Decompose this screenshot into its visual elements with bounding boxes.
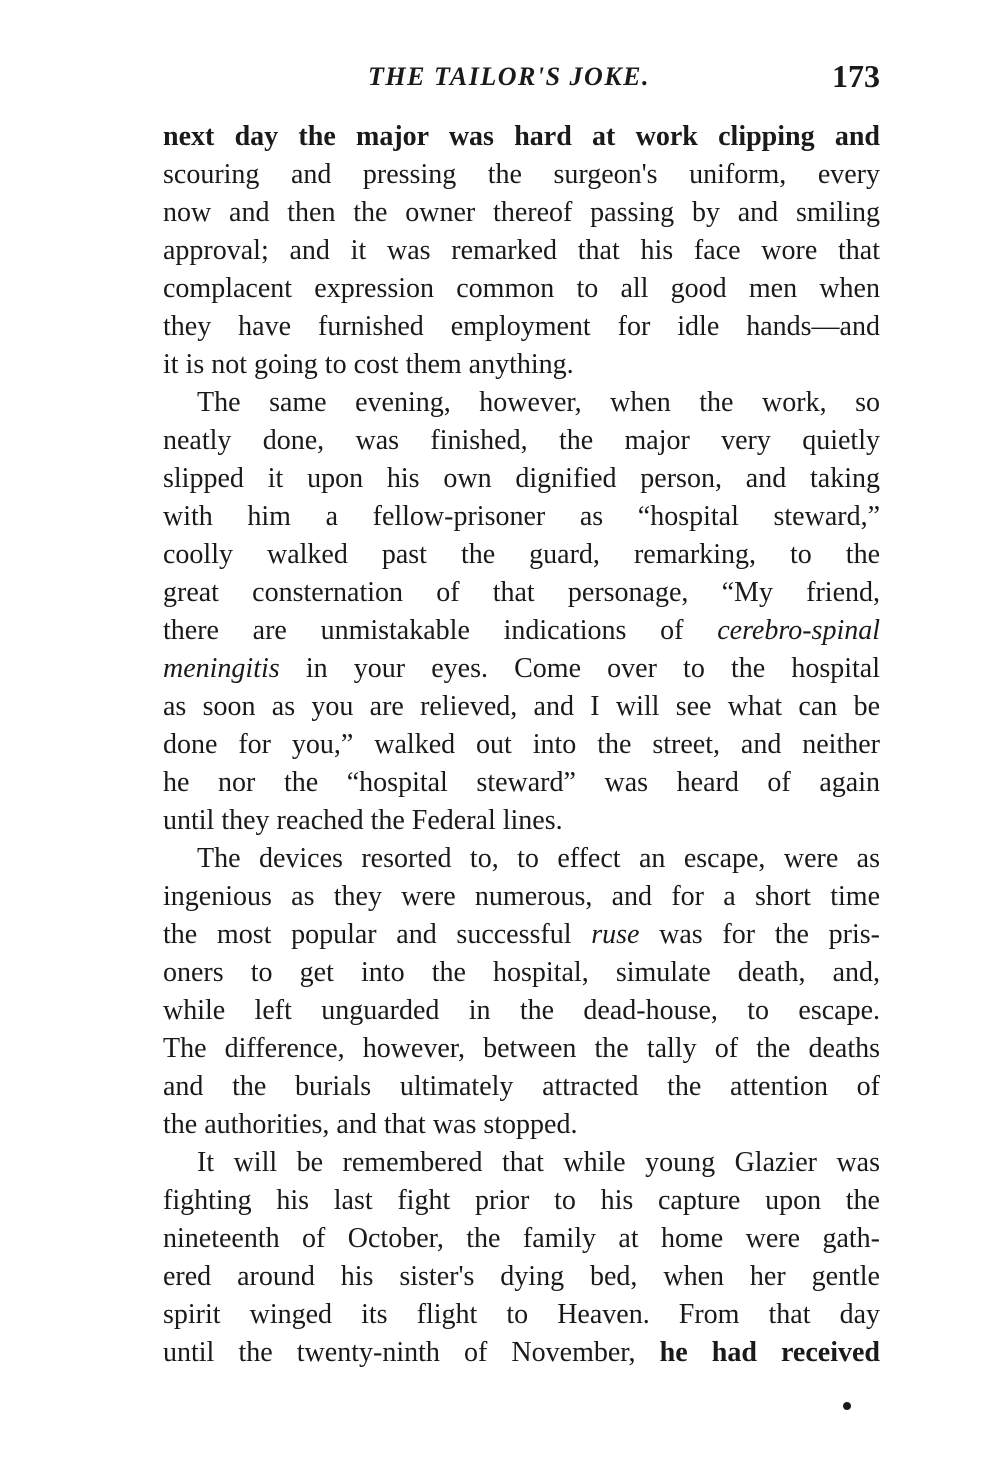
bold-run: he had received: [659, 1337, 880, 1368]
text-line: complacent expression common to all good men when: [163, 273, 880, 304]
text-line: it is not going to cost them anything.: [163, 349, 574, 380]
text-line: It will be remembered that while young Glazier was: [197, 1147, 880, 1178]
text-line: slipped it upon his own dignified person, and taking: [163, 463, 880, 494]
text-line: approval; and it was remarked that his face wore that: [163, 235, 880, 266]
italic-run: ruse: [591, 919, 640, 950]
text-line: as soon as you are relieved, and I will see what can be: [163, 691, 880, 722]
text-line: oners to get into the hospital, simulate death, and,: [163, 957, 880, 988]
italic-run: cerebro-spinal: [717, 615, 880, 646]
italic-run: meningitis: [163, 653, 280, 684]
text-line: [163, 118, 880, 156]
text-line: [163, 1334, 880, 1372]
text-line: and the burials ultimately attracted the attention of: [163, 1071, 880, 1102]
running-title: THE TAILOR'S JOKE.: [368, 62, 650, 91]
text-line: neatly done, was finished, the major very quietly: [163, 425, 880, 456]
text-line: while left unguarded in the dead-house, to escape.: [163, 995, 880, 1026]
text-line: The difference, however, between the tally of the deaths: [163, 1033, 880, 1064]
text-line: [163, 612, 880, 650]
text-line: nineteenth of October, the family at home were gath-: [163, 1223, 880, 1254]
text-run: there are unmistakable indications of: [163, 615, 684, 646]
text-run: until the twenty-ninth of November,: [163, 1337, 636, 1368]
text-line: The same evening, however, when the work, so: [197, 387, 880, 418]
text-line: ered around his sister's dying bed, when her gentle: [163, 1261, 880, 1292]
text-line: they have furnished employment for idle hands—and: [163, 311, 880, 342]
text-line: coolly walked past the guard, remarking, to the: [163, 539, 880, 570]
text-run: was for the pris-: [659, 919, 880, 950]
text-line: he nor the “hospital steward” was heard of again: [163, 767, 880, 798]
text-line: scouring and pressing the surgeon's uniform, every: [163, 159, 880, 190]
ink-dot: [843, 1402, 851, 1410]
page-number: 173: [832, 58, 880, 94]
running-head: [163, 58, 880, 98]
text-run: next day the major was hard at work clipping and: [163, 121, 880, 152]
text-line: [163, 650, 880, 688]
text-line: ingenious as they were numerous, and for a short time: [163, 881, 880, 912]
text-run: the most popular and successful: [163, 919, 572, 950]
text-run: in your eyes. Come over to the hospital: [305, 653, 880, 684]
text-line: fighting his last fight prior to his capture upon the: [163, 1185, 880, 1216]
text-line: great consternation of that personage, “My friend,: [163, 577, 880, 608]
text-line: until they reached the Federal lines.: [163, 805, 563, 836]
text-line: the authorities, and that was stopped.: [163, 1109, 578, 1140]
text-line: now and then the owner thereof passing by and smiling: [163, 197, 880, 228]
text-line: [163, 916, 880, 954]
text-line: with him a fellow-prisoner as “hospital steward,”: [163, 501, 880, 532]
text-line: The devices resorted to, to effect an escape, were as: [197, 843, 880, 874]
body-text: [163, 118, 880, 1372]
text-line: spirit winged its flight to Heaven. From that day: [163, 1299, 880, 1330]
text-line: done for you,” walked out into the street, and neither: [163, 729, 880, 760]
